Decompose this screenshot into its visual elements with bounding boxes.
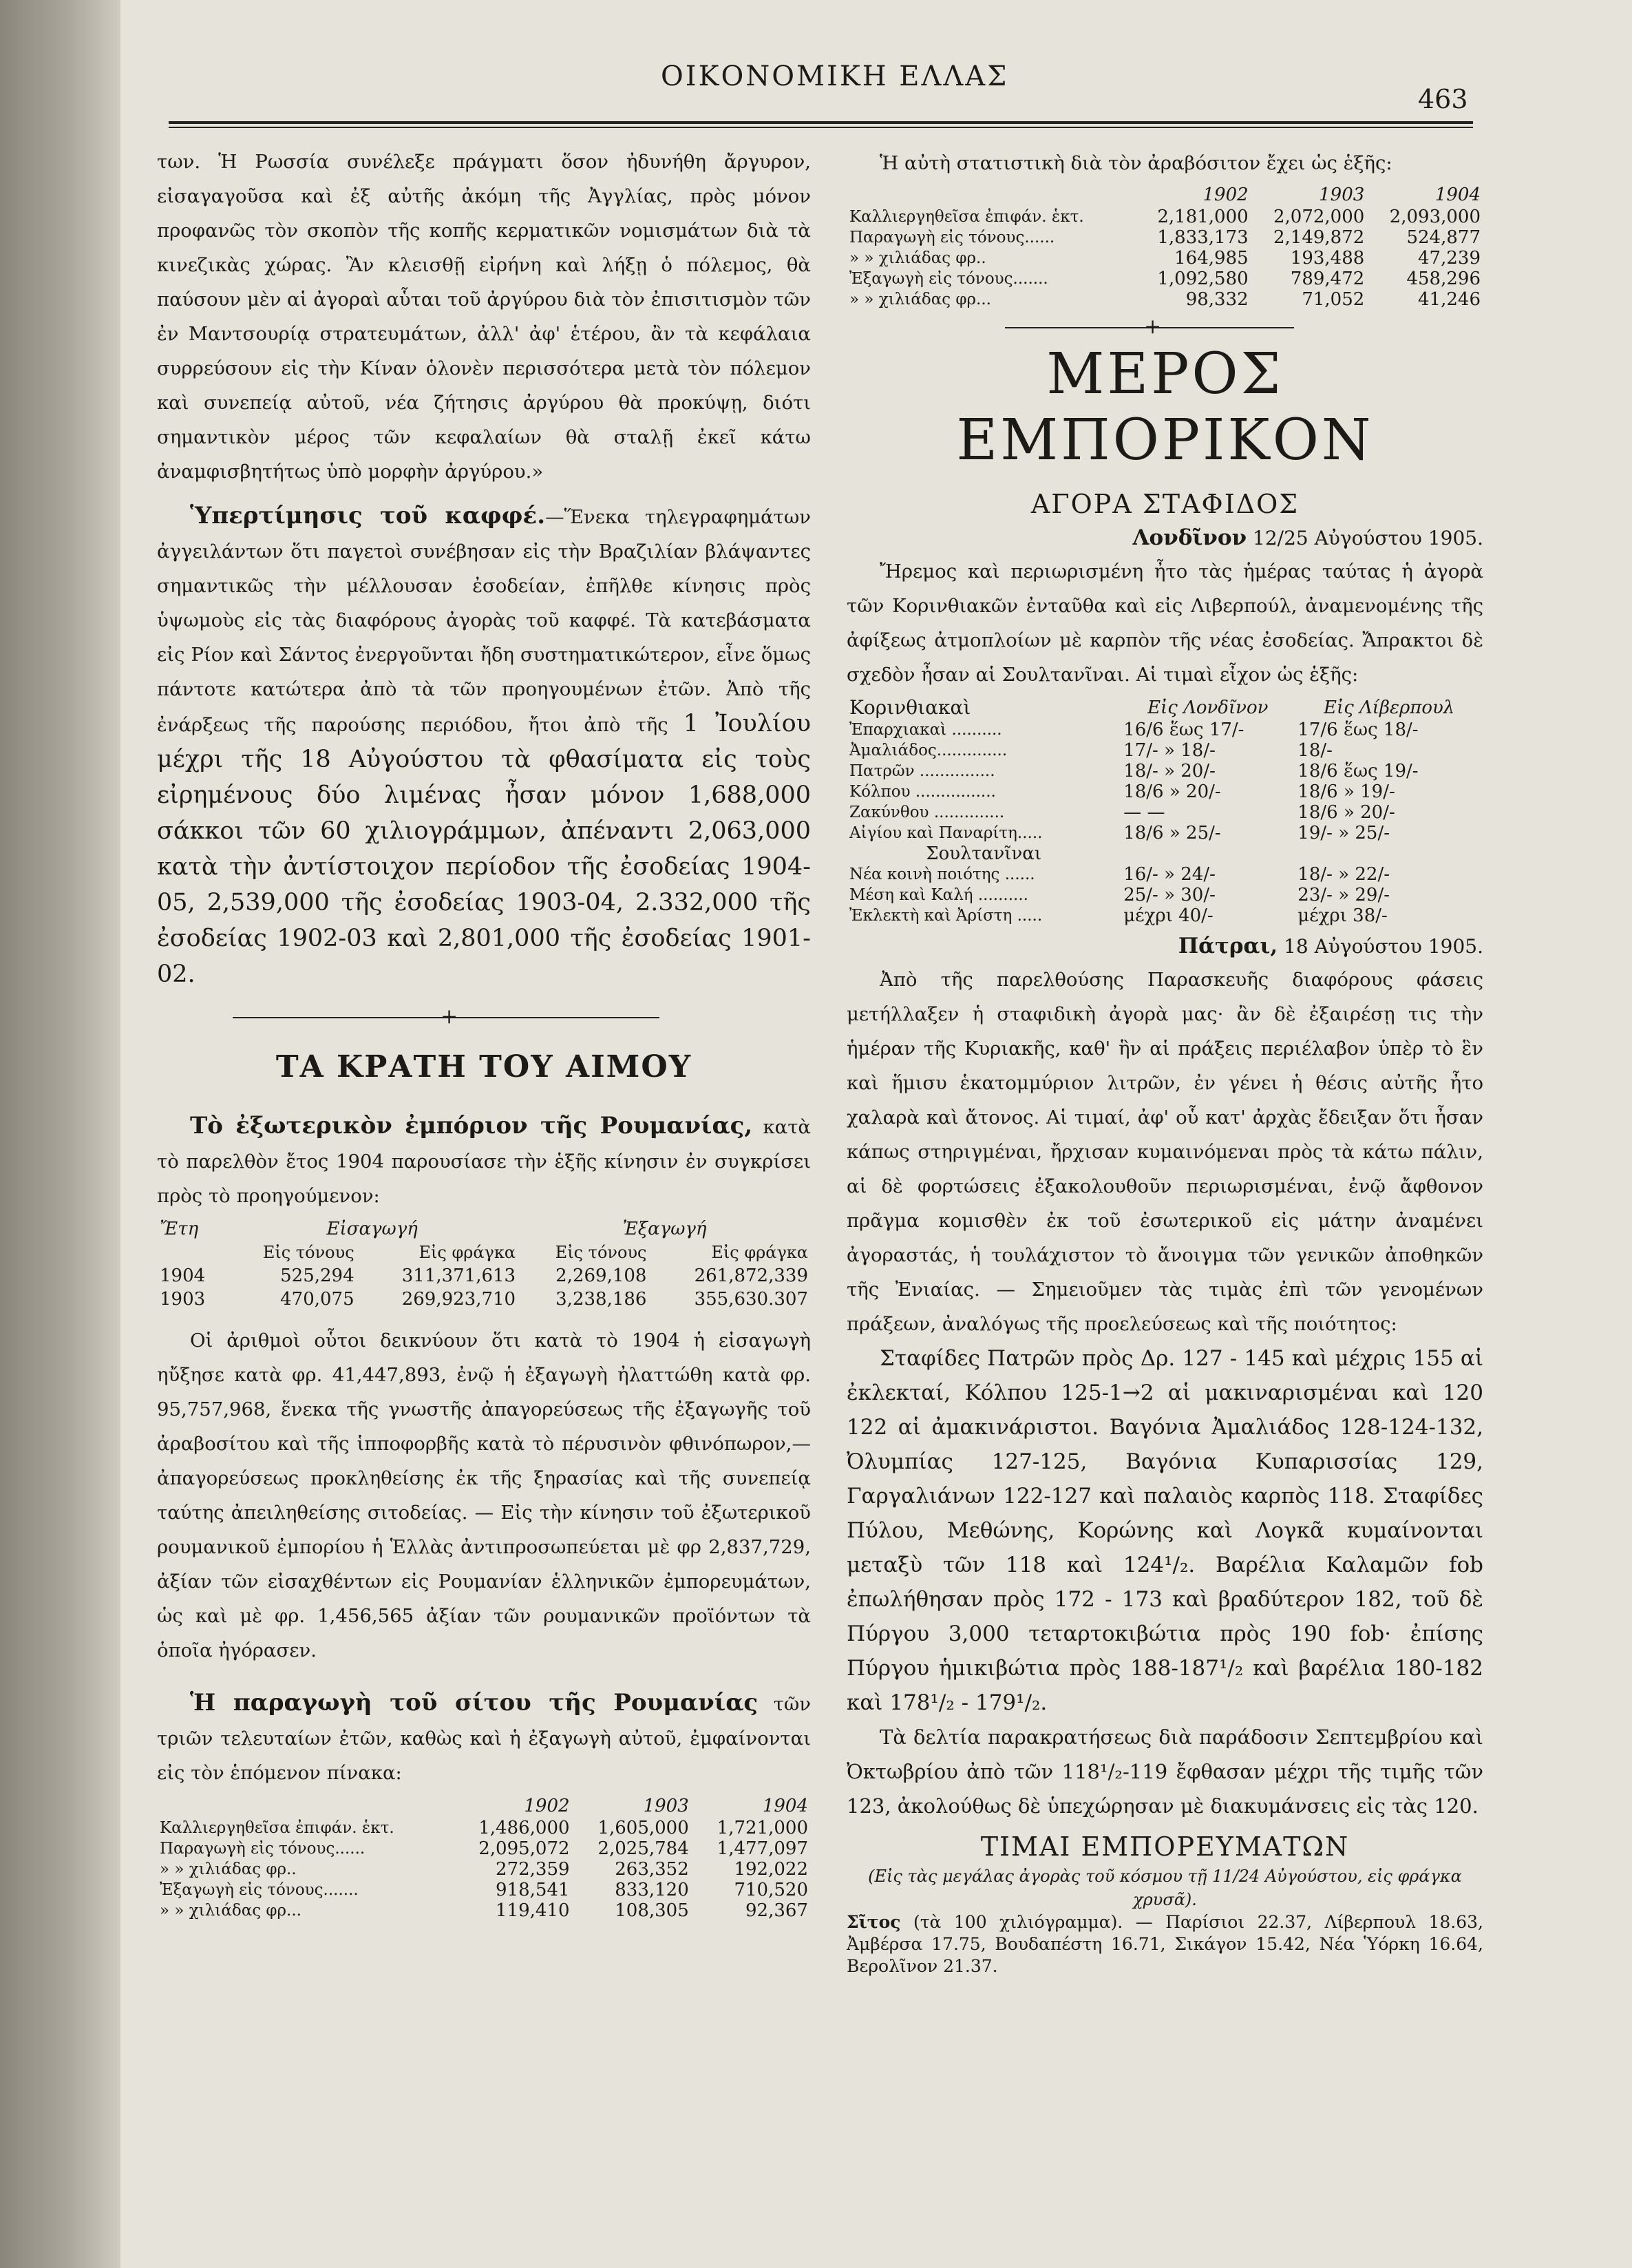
- sub-header-francs: Εἰς φράγκα: [711, 1243, 808, 1262]
- cell-value: 2,095,072: [478, 1838, 570, 1859]
- row-label: Πατρῶν ...............: [849, 762, 995, 780]
- table-row: [847, 905, 1483, 926]
- cell-value: 41,246: [1418, 289, 1481, 310]
- cell-value: 2,093,000: [1389, 207, 1481, 227]
- cell-value: 193,488: [1290, 248, 1365, 269]
- cell-value: 710,520: [734, 1880, 808, 1900]
- cell-value: 1,721,000: [717, 1818, 808, 1838]
- row-label: Παραγωγὴ εἰς τόνους......: [160, 1840, 365, 1858]
- table-row: [847, 227, 1483, 248]
- paragraph-romania-trade: [157, 1109, 811, 1213]
- dateline-date: 12/25 Αὐγούστου 1905.: [1253, 527, 1483, 549]
- cell-liverpool: 17/6 ἕως 18/-: [1297, 720, 1419, 740]
- table-row: [847, 207, 1483, 227]
- cell-london: 17/- » 18/-: [1123, 740, 1216, 761]
- cell-value: 789,472: [1290, 269, 1365, 289]
- sub-header-francs: Εἰς φράγκα: [418, 1243, 516, 1262]
- table-row: [157, 1818, 811, 1838]
- grain-text: (τὰ 100 χιλιόγραμμα). — Παρίσιοι 22.37, Λίβερπουλ 18.63, Ἀμβέρσα 17.75, Βουδαπέστη 16.71, Σικάγον 15.42, Νέα Ὑόρκη 16.64, Βερολῖνον 21.37.: [847, 1912, 1484, 1976]
- coffee-text-b: 1 Ἰουλίου μέχρι τῆς 18 Αὐγούστου τὰ φθασίματα εἰς τοὺς εἰρημένους δύο λιμένας ἦσαν μόνον 1,688,000 σάκκοι τῶν 60 χιλιογράμμων, ἀπέναντι 2,063,000 κατὰ τὴν ἀντίστοιχον περίοδον τῆς ἐσοδείας 1904-05, 2,539,000 τῆς ἐσοδείας 1903-04, 2.332,000 τῆς ἐσοδείας 1902-03 καὶ 2,801,000 τῆς ἐσοδείας 1901-02.: [157, 710, 811, 988]
- table-row: [847, 269, 1483, 289]
- cell-value: 1,486,000: [478, 1818, 570, 1838]
- col-header-year: 1903: [1319, 185, 1365, 205]
- cell-value: 98,332: [1185, 289, 1249, 310]
- cell-london: 25/- » 30/-: [1123, 885, 1216, 905]
- col-header-year: Ἔτη: [160, 1219, 199, 1239]
- wheat-text: τῶν τριῶν τελευταίων ἐτῶν, καθὼς καὶ ἡ ἐξαγωγὴ αὐτοῦ, ἐμφαίνονται εἰς τὸν ἑπόμενον πίνακα:: [157, 1693, 811, 1784]
- cell-value: 1,477,097: [717, 1838, 808, 1859]
- section-divider: [157, 1004, 811, 1031]
- part-title-commercial: ΜΕΡΟΣ ΕΜΠΟΡΙΚΟΝ: [956, 342, 1374, 473]
- romania-trade-heading: Τὸ ἐξωτερικὸν ἐμπόριον τῆς Ρουμανίας,: [190, 1112, 753, 1140]
- wheat-heading: Ἡ παραγωγὴ τοῦ σίτου τῆς Ρουμανίας: [190, 1689, 759, 1716]
- cell-liverpool: [1295, 843, 1483, 864]
- section-title-balkans: ΤΑ ΚΡΑΤΗ ΤΟΥ ΑΙΜΟΥ: [275, 1049, 692, 1084]
- coffee-heading: Ὑπερτίμησις τοῦ καφφέ.: [190, 502, 546, 529]
- cell-liverpool: 18/6 » 19/-: [1297, 781, 1395, 802]
- raisin-price-table: [847, 696, 1483, 926]
- row-label: Μέση καὶ Καλή ..........: [849, 886, 1028, 904]
- cell-export-francs: 261,872,339: [694, 1266, 808, 1286]
- cell-value: 458,296: [1406, 269, 1481, 289]
- header-rule-thin: [169, 127, 1473, 128]
- col-header-variety: Κορινθιακαὶ: [849, 696, 971, 719]
- cell-liverpool: 19/- » 25/-: [1297, 823, 1390, 843]
- cell-import-francs: 269,923,710: [401, 1289, 516, 1310]
- cell-value: 2,181,000: [1157, 207, 1249, 227]
- col-header-year: 1904: [1434, 185, 1481, 205]
- table-row: [847, 761, 1483, 781]
- cell-value: 2,025,784: [597, 1838, 689, 1859]
- maize-table: [847, 183, 1483, 310]
- cell-value: 71,052: [1302, 289, 1365, 310]
- table-row: [847, 289, 1483, 310]
- col-header-year: 1904: [762, 1796, 808, 1816]
- cell-value: 119,410: [496, 1900, 570, 1921]
- cell-london: 18/6 » 25/-: [1123, 823, 1221, 843]
- paragraph-trade-analysis: Οἱ ἀριθμοὶ οὗτοι δεικνύουν ὅτι κατὰ τὸ 1904 ἡ εἰσαγωγὴ ηὔξησε κατὰ φρ. 41,447,893, ἐνῷ ἡ ἐξαγωγὴ ἠλαττώθη κατὰ φρ. 95,757,968, ἕνεκα τῆς γνωστῆς ἀπαγορεύσεως τῆς ἐξαγωγῆς τοῦ ἀραβοσίτου καὶ τῆς ἱπποφορβῆς κατὰ τὸ πέρυσινὸν φθινόπωρον,—ἀπαγορεύσεως προκληθείσης ἐκ τῆς ξηρασίας καὶ τῆς συνεπείᾳ ταύτης ἀπειληθείσης σιτοδείας. — Εἰς τὴν κίνησιν τοῦ ἐξωτερικοῦ ρουμανικοῦ ἐμπορίου ἡ Ἑλλὰς ἀντιπροσωπεύεται μὲ φρ 2,837,729, ἀξίαν τῶν εἰσαχθέντων εἰς Ρουμανίαν ἑλληνικῶν ἐμπορευμάτων, ὡς καὶ μὲ φρ. 1,456,565 ἀξίαν τῶν ρουμανικῶν προϊόντων τὰ ὁποῖα ἠγόρασεν.: [157, 1330, 811, 1661]
- row-label: » » χιλιάδας φρ...: [849, 291, 991, 308]
- row-label: Παραγωγὴ εἰς τόνους......: [849, 229, 1055, 246]
- cell-value: 524,877: [1406, 227, 1481, 248]
- cell-value: 92,367: [745, 1900, 808, 1921]
- table-row: [847, 843, 1483, 864]
- cell-value: 263,352: [615, 1859, 689, 1880]
- cell-london: μέχρι 40/-: [1123, 905, 1214, 926]
- row-label: Καλλιεργηθεῖσα ἐπιφάν. ἑκτ.: [849, 208, 1084, 226]
- cell-value: 1,605,000: [597, 1818, 689, 1838]
- table-row: [847, 864, 1483, 885]
- cell-liverpool: 18/6 » 20/-: [1297, 802, 1395, 823]
- grain-heading: Σῖτος: [847, 1912, 901, 1932]
- prices-note: (Εἰς τὰς μεγάλας ἀγορὰς τοῦ κόσμου τῇ 11/24 Αὐγούστου, εἰς φράγκα χρυσᾶ).: [868, 1867, 1462, 1909]
- table-row: [847, 720, 1483, 740]
- paragraph-patras-market: Ἀπὸ τῆς παρελθούσης Παρασκευῆς διαφόρους φάσεις μετήλλαξεν ἡ σταφιδικὴ ἀγορὰ μας· ἂν δὲ ἐξαιρέσῃ τις τὴν ἡμέραν τῆς Κυριακῆς, καθ' ἣν αἱ πράξεις περιέλαβον ὑπὲρ τὸ ἓν καὶ ἥμισυ ἑκατομμύριον λιτρῶν, ἐν γένει ἡ θέσις αὐτῆς ἦτο χαλαρὰ καὶ ἄτονος. Αἱ τιμαί, ἀφ' οὗ κατ' ἀρχὰς ἔδειξαν ὅτι ἦσαν κάπως στηριγμέναι, ἤρχισαν κυμαινόμεναι πρὸς τὰ κάτω πάλιν, αἱ δὲ φορτώσεις ἐξακολουθοῦν περιωρισμέναι, ἐνῷ ἄφθονον πρᾶγμα κομισθὲν ἐκ τοῦ ἐσωτερικοῦ εἰς μάτην ἀναμένει ἀγοραστάς, ἡ τουλάχιστον τὸ ἄνοιγμα τῶν γενικῶν ἀποθηκῶν τῆς Ἐνιαίας. — Σημειοῦμεν τὰς τιμὰς ἐπὶ τῶν γενομένων πράξεων, ἀναλόγως τῆς προελεύσεως καὶ τῆς ποιότητος:: [847, 969, 1483, 1335]
- cell-export-tons: 3,238,186: [555, 1289, 647, 1310]
- col-header-year: 1903: [643, 1796, 689, 1816]
- paragraph-silver: των. Ἡ Ρωσσία συνέλεξε πράγματι ὅσον ἠδυνήθη ἄργυρον, εἰσαγαγοῦσα καὶ ἐξ αὐτῆς ἀκόμη τῆς Ἀγγλίας, πρὸς μόνον προφανῶς τὸν σκοπὸν τῆς κοπῆς κερματικῶν νομισμάτων διὰ τὰ κινεζικὰς χώρας. Ἂν κλεισθῇ εἰρήνη καὶ λήξῃ ὁ πόλεμος, θὰ παύσουν μὲν αἱ ἀγοραὶ αὗται τοῦ ἀργύρου διὰ τὸν ἐπισιτισμὸν τῶν ἐν Μαντσουρίᾳ στρατευμάτων, ἀλλ' ἀφ' ἑτέρου, ἂν τὰ κεφάλαια συρρεύσουν εἰς τὴν Κίναν ὁλονὲν περισσότερα μετὰ τὸν πόλεμον καὶ συνεπείᾳ αὐτοῦ, νέα ζήτησις ἀργύρου θὰ προκύψῃ, διότι σημαντικὸν μέρος τῶν κεφαλαίων θὰ σταλῇ ἐκεῖ κάτω ἀναμφισβητήτως ὑπὸ μορφὴν ἀργύρου.»: [157, 151, 811, 483]
- col-header-liverpool: Εἰς Λίβερπουλ: [1324, 697, 1455, 718]
- col-header-export: Ἐξαγωγή: [622, 1219, 707, 1239]
- dateline-date: 18 Αὐγούστου 1905.: [1284, 935, 1483, 958]
- table-row: [157, 1880, 811, 1900]
- table-row: [847, 740, 1483, 761]
- cell-value: 47,239: [1418, 248, 1481, 269]
- paragraph-london-market: Ἤρεμος καὶ περιωρισμένη ἦτο τὰς ἡμέρας ταύτας ἡ ἀγορὰ τῶν Κορινθιακῶν ἐνταῦθα καὶ εἰς Λιβερπούλ, ἀναμενομένης τῆς ἀφίξεως ἀτμοπλοίων μὲ καρπὸν τῆς νέας ἐσοδείας. Ἄπρακτοι δὲ σχεδὸν ἦσαν αἱ Σουλτανῖναι. Αἱ τιμαὶ εἶχον ὡς ἑξῆς:: [847, 560, 1483, 686]
- row-label: Ἐξαγωγὴ εἰς τόνους.......: [849, 270, 1048, 288]
- left-column: [157, 145, 811, 1921]
- cell-value: 2,072,000: [1273, 207, 1365, 227]
- cell-import-francs: 311,371,613: [401, 1266, 516, 1286]
- table-row: [847, 781, 1483, 802]
- row-label: Νέα κοινὴ ποιότης ......: [849, 865, 1035, 883]
- cell-value: 2,149,872: [1273, 227, 1365, 248]
- right-column: [847, 146, 1483, 1977]
- coffee-text-a: —Ἕνεκα τηλεγραφημάτων ἀγγειλάντων ὅτι παγετοὶ συνέβησαν εἰς τὴν Βραζιλίαν βλάψαντες σημαντικῶς τὴν μέλλουσαν ἐσοδείαν, ἐπῆλθε κίνησις πρὸς ὑψωμοὺς εἰς τὰς διαφόρους ἀγορὰς τοῦ καφφέ. Τὰ κατεβάσματα εἰς Ρίον καὶ Σάντος ἐνεργοῦνται ἤδη συστηματικώτερον, εἶνε ὅμως πάντοτε κατώτερα ἀπὸ τὰ τῶν προηγουμένων ἐτῶν. Ἀπὸ τῆς ἐνάρξεως τῆς παρούσης περιόδου, ἤτοι ἀπὸ τῆς: [157, 506, 811, 736]
- cell-value: 833,120: [615, 1880, 689, 1900]
- cell-liverpool: 18/- » 22/-: [1297, 864, 1390, 885]
- cell-london: [1121, 843, 1295, 864]
- row-subheading: Σουλτανῖναι: [926, 843, 1042, 864]
- cell-export-tons: 2,269,108: [555, 1266, 647, 1286]
- paragraph-delivery-notes: Τὰ δελτία παρακρατήσεως διὰ παράδοσιν Σεπτεμβρίου καὶ Ὀκτωβρίου ἀπὸ τῶν 118¹/₂-119 ἔφθασαν μέχρι τῆς τιμῆς τῶν 123, ἀκολούθως δὲ ὑπεχώρησαν μὲ διακυμάνσεις εἰς τὰς 120.: [847, 1725, 1483, 1818]
- paragraph-patras-prices: Σταφίδες Πατρῶν πρὸς Δρ. 127 - 145 καὶ μέχρις 155 αἱ ἐκλεκταί, Κόλπου 125-1→2 αἱ μακιναρισμέναι καὶ 120 122 αἱ ἀμακινάριστοι. Βαγόνια Ἀμαλιάδος 128-124-132, Ὀλυμπίας 127-125, Βαγόνια Κυπαρισσίας 129, Γαργαλιάνων 122-127 καὶ παλαιὸς καρπὸς 118. Σταφίδες Πύλου, Μεθώνης, Κορώνης καὶ Λογκᾶ κυμαίνονται μεταξὺ τῶν 118 καὶ 124¹/₂. Βαρέλια Καλαμῶν fob ἐπωλήθησαν πρὸς 172 - 173 καὶ βραδύτερον 182, τοῦ δὲ Πύργου 3,000 τεταρτοκιβώτια πρὸς 190 fob· ἐπίσης Πύργου ἡμικιβώτια πρὸς 188-187¹/₂ καὶ βαρέλια 180-182 καὶ 178¹/₂ - 179¹/₂.: [847, 1346, 1483, 1715]
- table-row: [157, 1288, 811, 1311]
- cell-value: 108,305: [615, 1900, 689, 1921]
- paragraph-wheat: [157, 1686, 811, 1790]
- cell-liverpool: 18/-: [1297, 740, 1333, 761]
- row-label: Ἐκλεκτὴ καὶ Ἀρίστη .....: [849, 907, 1043, 925]
- row-label: Καλλιεργηθεῖσα ἐπιφάν. ἑκτ.: [160, 1819, 394, 1837]
- table-row: [157, 1264, 811, 1288]
- table-row: [157, 1900, 811, 1921]
- cell-london: 16/6 ἕως 17/-: [1123, 720, 1244, 740]
- cell-london: 18/- » 20/-: [1123, 761, 1216, 781]
- cell-liverpool: μέχρι 38/-: [1297, 905, 1388, 926]
- divider-ornament: +: [1144, 315, 1162, 339]
- running-title: ΟΙΚΟΝΟΜΙΚΗ ΕΛΛΑΣ: [661, 61, 1009, 92]
- row-label: » » χιλιάδας φρ...: [160, 1902, 301, 1920]
- header-rule: [169, 121, 1473, 124]
- cell-value: 192,022: [734, 1859, 808, 1880]
- page-number: 463: [1418, 84, 1468, 114]
- dateline-patras: [847, 930, 1483, 963]
- cell-value: 1,833,173: [1157, 227, 1249, 248]
- col-header-import: Εἰσαγωγή: [326, 1219, 418, 1239]
- cell-year: 1903: [160, 1289, 206, 1310]
- binding-shadow: [0, 0, 120, 2268]
- cell-year: 1904: [160, 1266, 206, 1286]
- table-row: [847, 823, 1483, 843]
- row-label: Αἰγίου καὶ Παναρίτη.....: [849, 824, 1043, 842]
- paragraph-maize: Ἡ αὐτὴ στατιστικὴ διὰ τὸν ἀραβόσιτον ἔχει ὡς ἑξῆς:: [880, 152, 1392, 174]
- col-header-year: 1902: [524, 1796, 570, 1816]
- table-row: [847, 248, 1483, 269]
- table-row: [847, 802, 1483, 823]
- romania-trade-text: κατὰ τὸ παρελθὸν ἔτος 1904 παρουσίασε τὴν ἑξῆς κίνησιν ἐν συγκρίσει πρὸς τὸ προηγούμενον:: [157, 1116, 811, 1207]
- col-header-year: 1902: [1202, 185, 1249, 205]
- prices-title: ΤΙΜΑΙ ΕΜΠΟΡΕΥΜΑΤΩΝ: [980, 1831, 1350, 1862]
- cell-london: 16/- » 24/-: [1123, 864, 1216, 885]
- paragraph-coffee: [157, 498, 811, 993]
- wheat-table: [157, 1794, 811, 1921]
- table-row: [157, 1838, 811, 1859]
- row-label: Ἐξαγωγὴ εἰς τόνους.......: [160, 1881, 359, 1899]
- section-divider: [847, 314, 1483, 342]
- sub-header-tons: Εἰς τόνους: [555, 1243, 647, 1262]
- table-row: [847, 885, 1483, 905]
- market-title-raisins: ΑΓΟΡΑ ΣΤΑΦΙΔΟΣ: [1030, 489, 1300, 519]
- divider-ornament: +: [441, 1005, 458, 1029]
- paragraph-grain-prices: [847, 1911, 1483, 1977]
- cell-london: — —: [1123, 802, 1165, 823]
- dateline-place: Λονδῖνον: [1132, 525, 1247, 550]
- table-row: [157, 1859, 811, 1880]
- cell-liverpool: 23/- » 29/-: [1297, 885, 1390, 905]
- cell-value: 1,092,580: [1157, 269, 1249, 289]
- cell-import-tons: 470,075: [280, 1289, 354, 1310]
- col-header-london: Εἰς Λονδῖνον: [1147, 697, 1269, 718]
- row-label: Ἀμαλιάδος..............: [849, 742, 1008, 759]
- cell-liverpool: 18/6 ἕως 19/-: [1297, 761, 1419, 781]
- cell-london: 18/6 » 20/-: [1123, 781, 1221, 802]
- row-label: Κόλπου ................: [849, 783, 996, 801]
- cell-value: 272,359: [496, 1859, 570, 1880]
- row-label: Ἐπαρχιακαὶ ..........: [849, 721, 1002, 739]
- dateline-place: Πάτραι,: [1178, 934, 1278, 958]
- row-label: Ζακύνθου ..............: [849, 804, 1005, 821]
- sub-header-tons: Εἰς τόνους: [262, 1243, 354, 1262]
- romania-trade-table: [157, 1217, 811, 1311]
- row-label: » » χιλιάδας φρ..: [160, 1860, 297, 1878]
- row-label: » » χιλιάδας φρ..: [849, 249, 986, 267]
- cell-import-tons: 525,294: [280, 1266, 354, 1286]
- cell-value: 164,985: [1174, 248, 1249, 269]
- dateline-london: [847, 522, 1483, 554]
- cell-value: 918,541: [496, 1880, 570, 1900]
- cell-export-francs: 355,630.307: [694, 1289, 808, 1310]
